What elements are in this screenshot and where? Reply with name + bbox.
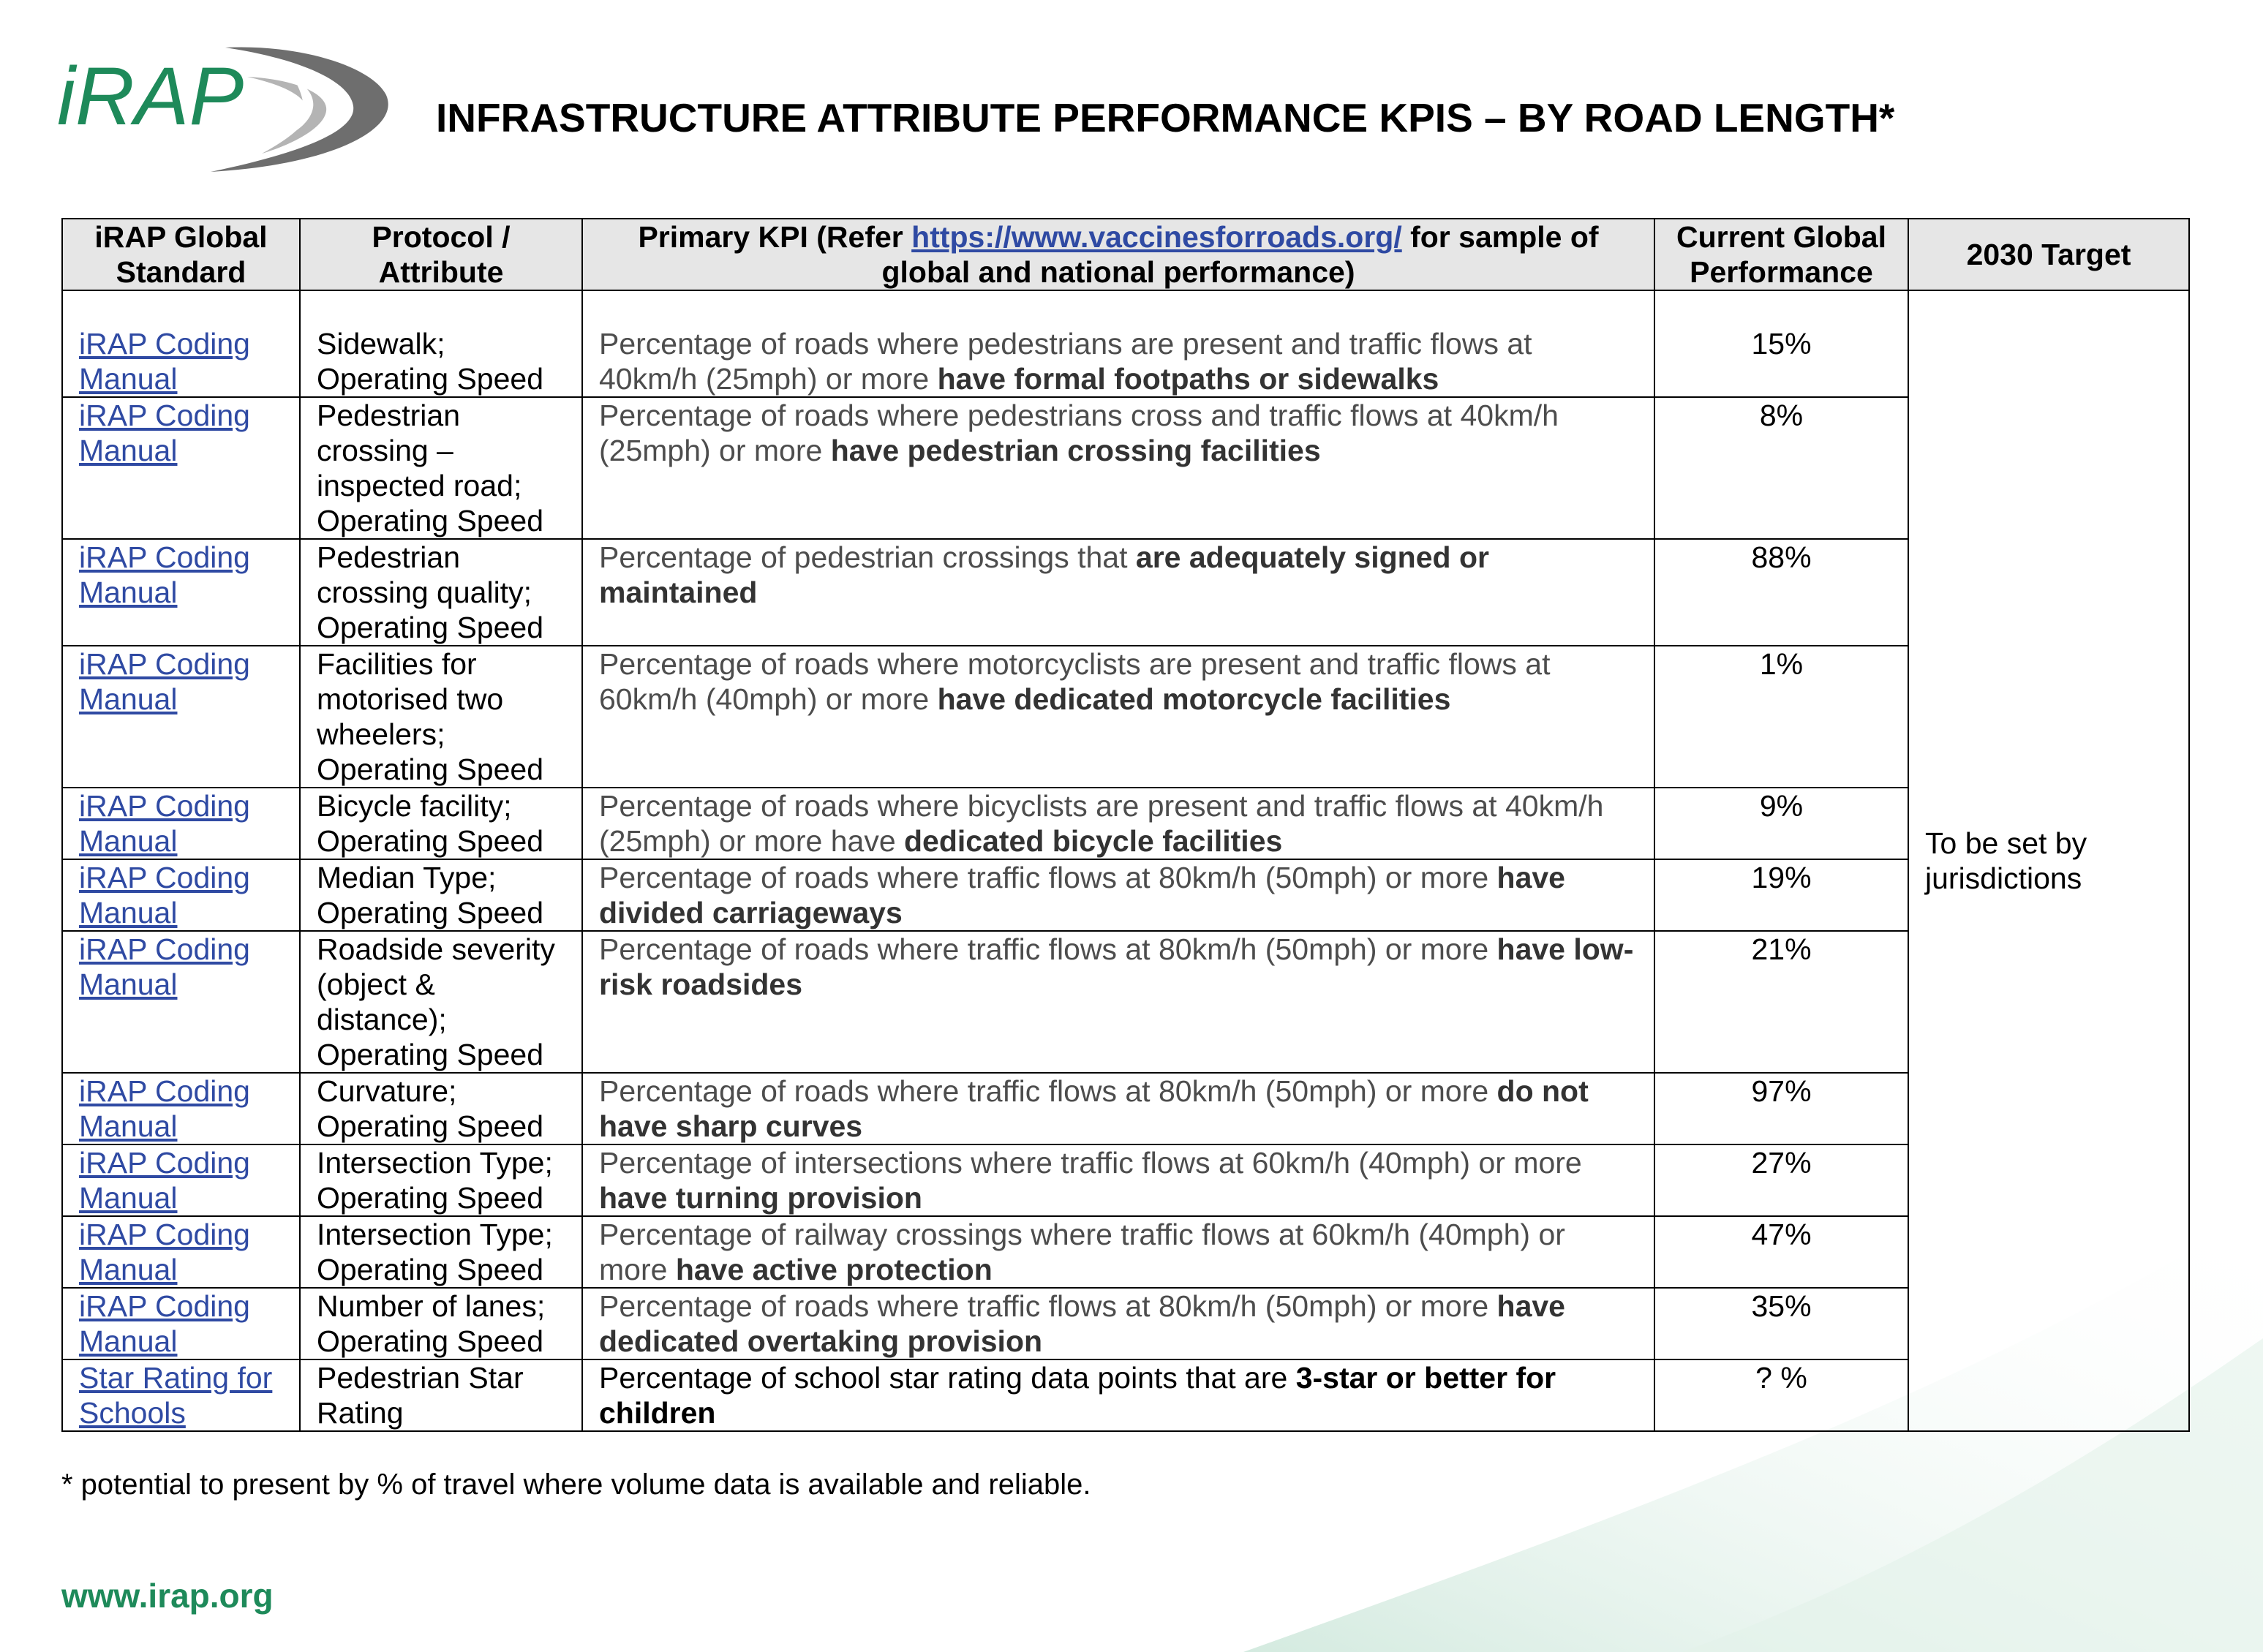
header-performance: Current Global Performance <box>1654 219 1908 290</box>
kpi-bold-text: have low-risk roadsides <box>599 932 1634 1001</box>
table-row <box>62 646 2189 788</box>
header-protocol: Protocol / Attribute <box>300 219 582 290</box>
kpi-text: Percentage of roads where pedestrians cross and traffic flows at 40km/h (25mph) or more <box>599 399 1559 467</box>
table-row <box>62 1144 2189 1216</box>
vaccines-for-roads-link[interactable]: https://www.vaccinesforroads.org/ <box>911 220 1402 254</box>
kpi-cell <box>582 539 1654 646</box>
kpi-cell <box>582 788 1654 859</box>
protocol-cell: Curvature; Operating Speed <box>300 1073 582 1144</box>
protocol-cell: Median Type; Operating Speed <box>300 859 582 931</box>
standard-link[interactable]: Star Rating for Schools <box>79 1361 273 1430</box>
kpi-cell <box>582 1359 1654 1431</box>
kpi-cell <box>582 1288 1654 1359</box>
kpi-cell <box>582 931 1654 1073</box>
kpi-table <box>61 218 2190 1432</box>
protocol-cell: Pedestrian Star Rating <box>300 1359 582 1431</box>
table-row <box>62 931 2189 1073</box>
footnote: * potential to present by % of travel where volume data is available and reliable. <box>61 1468 1091 1501</box>
performance-cell: 9% <box>1654 788 1908 859</box>
performance-cell: ? % <box>1654 1359 1908 1431</box>
protocol-cell: Sidewalk; Operating Speed <box>300 290 582 397</box>
header-primary-kpi-pre: (Refer <box>807 220 912 254</box>
table-row <box>62 539 2189 646</box>
table-row <box>62 397 2189 539</box>
kpi-text: Percentage of school star rating data points that are <box>599 1361 1296 1395</box>
target-cell: To be set by jurisdictions <box>1908 290 2189 1431</box>
kpi-cell <box>582 290 1654 397</box>
kpi-text: Percentage of intersections where traffic flows at 60km/h (40mph) or more <box>599 1146 1582 1180</box>
standard-link[interactable]: iRAP Coding Manual <box>79 1289 250 1358</box>
performance-cell: 35% <box>1654 1288 1908 1359</box>
protocol-cell: Roadside severity (object & distance); Operating Speed <box>300 931 582 1073</box>
standard-link[interactable]: iRAP Coding Manual <box>79 399 250 467</box>
standard-link[interactable]: iRAP Coding Manual <box>79 1074 250 1143</box>
standard-link[interactable]: iRAP Coding Manual <box>79 1146 250 1215</box>
irap-logo <box>57 37 401 179</box>
table-row <box>62 859 2189 931</box>
kpi-text: Percentage of roads where traffic flows at 80km/h (50mph) or more <box>599 1074 1497 1108</box>
performance-cell: 27% <box>1654 1144 1908 1216</box>
standard-link[interactable]: iRAP Coding Manual <box>79 327 250 396</box>
kpi-text: Percentage of roads where traffic flows at 80km/h (50mph) or more <box>599 1289 1497 1323</box>
kpi-cell <box>582 397 1654 539</box>
kpi-bold-text: have formal footpaths or sidewalks <box>937 362 1439 396</box>
kpi-text: Percentage of roads where pedestrians are present and traffic flows at 40km/h (25mph) or more <box>599 327 1532 396</box>
page-title: INFRASTRUCTURE ATTRIBUTE PERFORMANCE KPIS – BY ROAD LENGTH* <box>436 95 1895 140</box>
performance-cell: 47% <box>1654 1216 1908 1288</box>
protocol-cell: Intersection Type; Operating Speed <box>300 1144 582 1216</box>
table-row <box>62 1288 2189 1359</box>
kpi-text: Percentage of roads where bicyclists are present and traffic flows at 40km/h (25mph) or more have <box>599 789 1604 858</box>
performance-cell: 19% <box>1654 859 1908 931</box>
kpi-cell <box>582 859 1654 931</box>
protocol-cell: Facilities for motorised two wheelers; Operating Speed <box>300 646 582 788</box>
kpi-bold-text: have active protection <box>675 1253 993 1286</box>
kpi-bold-text: have divided carriageways <box>599 861 1565 929</box>
kpi-text: Percentage of roads where traffic flows at 80km/h (50mph) or more <box>599 861 1497 894</box>
header-primary-kpi-post: for sample of global and national performance) <box>881 220 1599 289</box>
table-row <box>62 1216 2189 1288</box>
performance-cell: 15% <box>1654 290 1908 397</box>
performance-cell: 97% <box>1654 1073 1908 1144</box>
kpi-bold-text: do not have sharp curves <box>599 1074 1589 1143</box>
kpi-text: Percentage of pedestrian crossings that <box>599 540 1136 574</box>
header-primary-kpi-label: Primary KPI <box>638 220 808 254</box>
kpi-text: Percentage of roads where motorcyclists are present and traffic flows at 60km/h (40mph) or more <box>599 647 1551 716</box>
performance-cell: 21% <box>1654 931 1908 1073</box>
standard-link[interactable]: iRAP Coding Manual <box>79 540 250 609</box>
protocol-cell: Intersection Type; Operating Speed <box>300 1216 582 1288</box>
standard-link[interactable]: iRAP Coding Manual <box>79 1218 250 1286</box>
standard-link[interactable]: iRAP Coding Manual <box>79 861 250 929</box>
standard-link[interactable]: iRAP Coding Manual <box>79 789 250 858</box>
kpi-text: Percentage of roads where traffic flows at 80km/h (50mph) or more <box>599 932 1497 966</box>
performance-cell: 88% <box>1654 539 1908 646</box>
logo-text: iRAP <box>57 50 244 142</box>
performance-cell: 8% <box>1654 397 1908 539</box>
kpi-cell <box>582 1144 1654 1216</box>
kpi-bold-text: dedicated bicycle facilities <box>904 824 1283 858</box>
kpi-bold-text: have turning provision <box>599 1181 922 1215</box>
performance-cell: 1% <box>1654 646 1908 788</box>
header-primary-kpi <box>582 219 1654 290</box>
standard-link[interactable]: iRAP Coding Manual <box>79 647 250 716</box>
kpi-cell <box>582 646 1654 788</box>
kpi-bold-text: have dedicated overtaking provision <box>599 1289 1565 1358</box>
header-target: 2030 Target <box>1908 219 2189 290</box>
kpi-cell <box>582 1073 1654 1144</box>
kpi-text: Percentage of railway crossings where traffic flows at 60km/h (40mph) or more <box>599 1218 1565 1286</box>
protocol-cell: Number of lanes; Operating Speed <box>300 1288 582 1359</box>
protocol-cell: Pedestrian crossing – inspected road; Operating Speed <box>300 397 582 539</box>
table-row <box>62 788 2189 859</box>
table-row <box>62 1073 2189 1144</box>
kpi-bold-text: have pedestrian crossing facilities <box>830 434 1321 467</box>
kpi-cell <box>582 1216 1654 1288</box>
protocol-cell: Pedestrian crossing quality; Operating Speed <box>300 539 582 646</box>
header-standard: iRAP Global Standard <box>62 219 300 290</box>
table-header-row <box>62 219 2189 290</box>
kpi-bold-text: 3-star or better for children <box>599 1361 1556 1430</box>
standard-link[interactable]: iRAP Coding Manual <box>79 932 250 1001</box>
table-row <box>62 1359 2189 1431</box>
protocol-cell: Bicycle facility; Operating Speed <box>300 788 582 859</box>
kpi-bold-text: are adequately signed or maintained <box>599 540 1489 609</box>
kpi-bold-text: have dedicated motorcycle facilities <box>937 682 1451 716</box>
website-link[interactable]: www.irap.org <box>61 1577 274 1615</box>
table-row <box>62 290 2189 397</box>
